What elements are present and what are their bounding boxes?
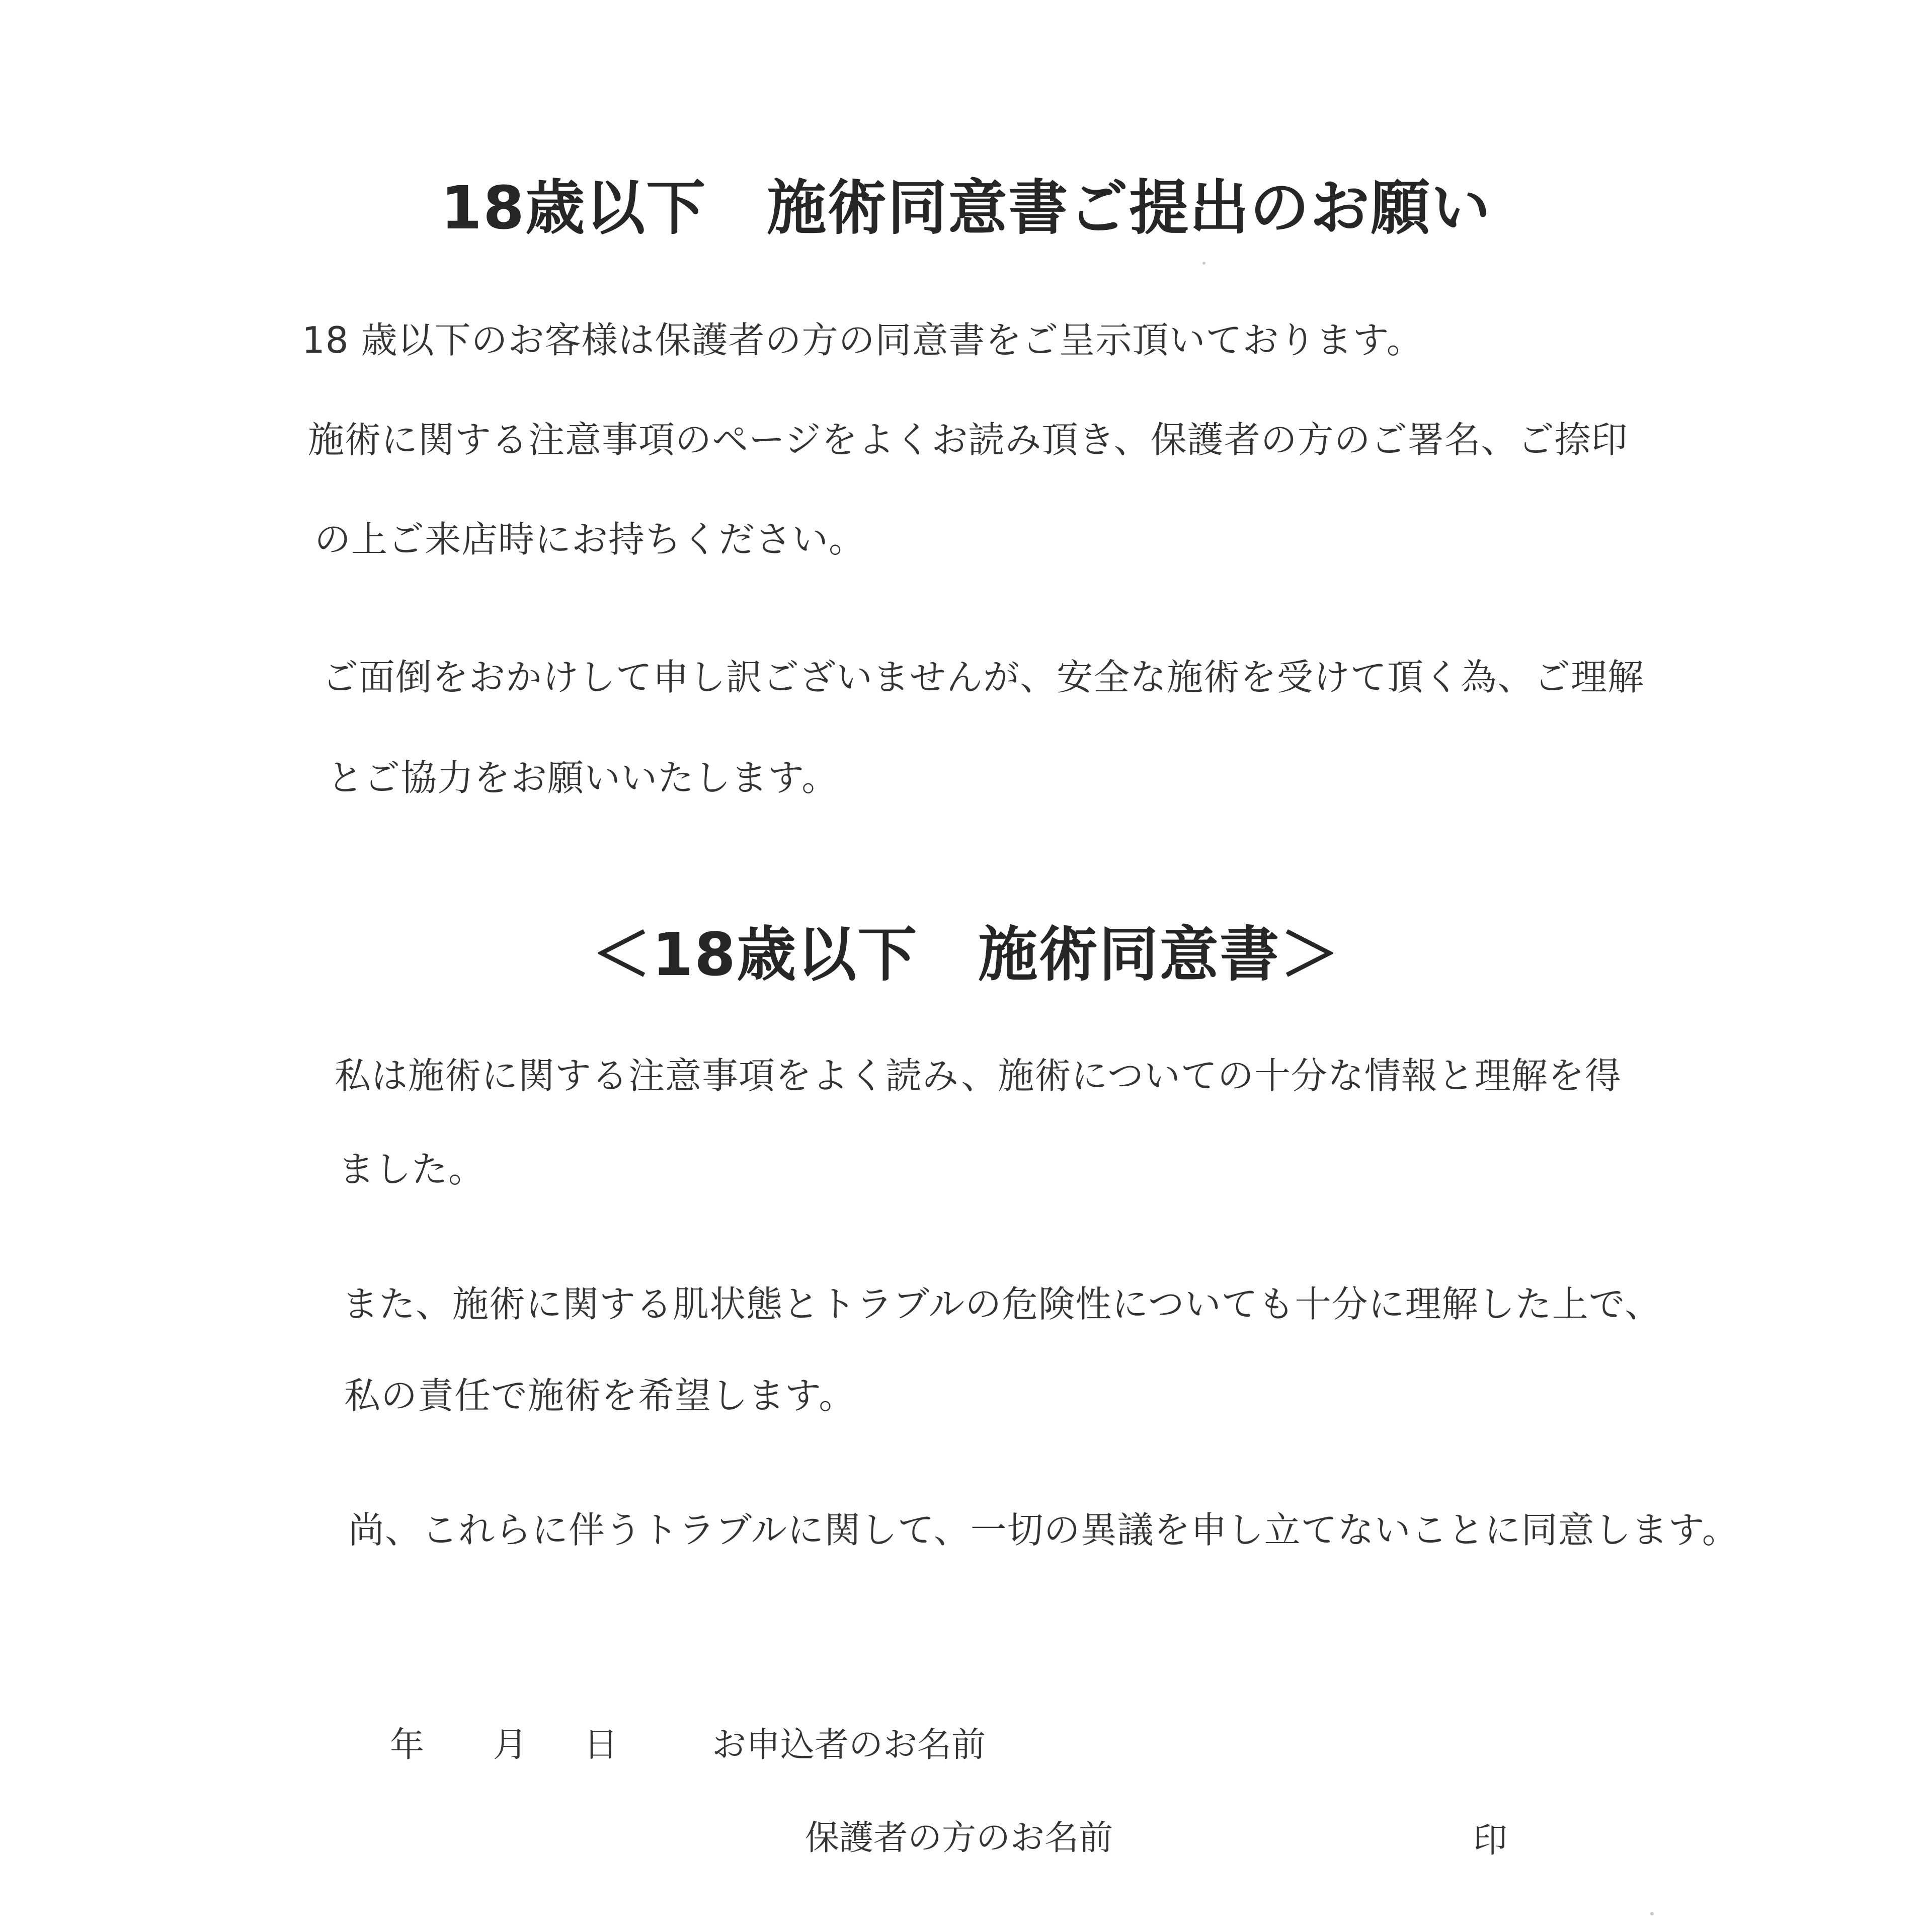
consent-line-3: また、施術に関する肌状態とトラブルの危険性についても十分に理解した上で、 [342,1283,1662,1325]
consent-line-4: 私の責任で施術を希望します。 [344,1375,856,1417]
request-line-1: 18 歳以下のお客様は保護者の方の同意書をご呈示頂いております。 [302,319,1423,361]
request-line-3: の上ご来店時にお持ちください。 [314,518,866,560]
consent-line-5: 尚、これらに伴うトラブルに関して、一切の異議を申し立てないことに同意します。 [348,1509,1739,1551]
request-line-2: 施術に関する注意事項のページをよくお読み頂き、保護者の方のご署名、ご捺印 [308,419,1628,461]
guardian-name-label: 保護者の方のお名前 [805,1818,1113,1858]
applicant-name-label: お申込者のお名前 [712,1725,986,1765]
consent-line-2: ました。 [338,1148,486,1190]
month-label: 月 [493,1725,528,1765]
request-line-5: とご協力をお願いいたします。 [327,757,839,799]
request-line-4: ご面倒をおかけして申し訳ございませんが、安全な施術を受けて頂く為、ご理解 [322,656,1645,698]
year-label: 年 [390,1725,425,1765]
seal-label: 印 [1473,1821,1508,1861]
day-label: 日 [584,1725,618,1765]
consent-line-1: 私は施術に関する注意事項をよく読み、施術についての十分な情報と理解を得 [335,1055,1622,1097]
scan-speck [1202,262,1205,265]
request-title: 18歳以下 施術同意書ご提出のお願い [440,173,1492,243]
scan-speck [1650,1912,1654,1915]
consent-title: ＜18歳以下 施術同意書＞ [591,920,1341,989]
